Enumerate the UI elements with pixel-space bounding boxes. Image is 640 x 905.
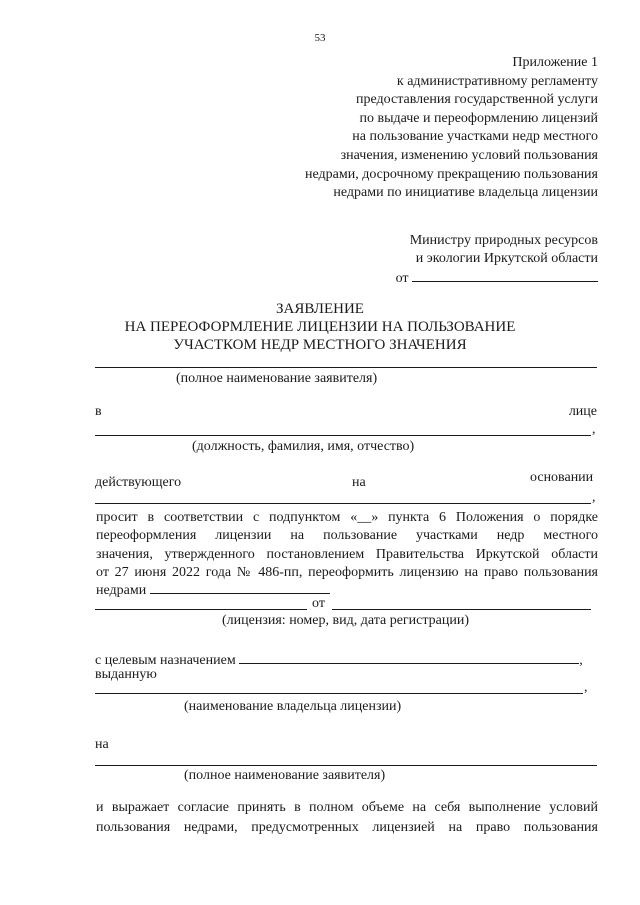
request-paragraph [96,509,598,583]
from-field[interactable] [412,268,598,282]
addressee-line: и экологии Иркутской области [415,251,598,266]
consent-line: и выражает согласие принять в полном объеме на себя выполнение условий [96,800,598,815]
license-date-field[interactable] [332,609,591,610]
applicant-caption: (полное наименование заявителя) [176,371,378,386]
appendix-line: к административному регламенту [396,73,598,89]
person-label: лице [568,404,597,419]
basis-field[interactable] [95,503,591,504]
appendix-line: по выдаче и переоформлению лицензий [359,110,598,126]
subsoil-field[interactable] [150,580,330,594]
purpose-label: с целевым назначением [95,653,236,668]
title-line: ЗАЯВЛЕНИЕ [276,301,364,317]
subsoil-label: недрами [96,583,147,598]
request-line: значения, утвержденного постановлением Правительства Иркутской области [96,546,598,562]
request-line: просит в соответствии с подпунктом «__» пункта 6 Положения о порядке [96,510,598,525]
consent-paragraph [96,798,598,838]
on-label: на [352,475,366,490]
comma: , [579,653,583,668]
request-line: от 27 июня 2022 года № 486-пп, переоформить лицензию на право пользования [96,565,598,581]
from-label: от [395,271,409,286]
subsoil-row [96,580,330,599]
appendix-line: недрами, досрочному прекращению пользования [304,166,598,182]
purpose-field[interactable] [239,650,579,664]
appendix-line: Приложение 1 [512,55,598,70]
owner-caption: (наименование владельца лицензии) [184,699,402,714]
acting-label: действующего [95,475,182,490]
appendix-block [305,54,598,203]
basis-label: основании [530,470,594,485]
appendix-line: недрами по инициативе владельца лицензии [333,185,598,201]
addressee-line: Министру природных ресурсов [409,233,598,248]
appendix-line: значения, изменению условий пользования [340,147,598,163]
license-caption: (лицензия: номер, вид, дата регистрации) [222,613,469,628]
comma: , [592,422,596,437]
purpose-row [95,650,583,669]
title-line: НА ПЕРЕОФОРМЛЕНИЕ ЛИЦЕНЗИИ НА ПОЛЬЗОВАНИЕ [124,319,516,335]
to-label: на [95,737,109,752]
in-label: в [95,404,102,419]
page-number: 53 [314,32,326,44]
issued-label: выданную [95,667,157,682]
appendix-line: предоставления государственной услуги [356,92,598,108]
title-line: УЧАСТКОМ НЕДР МЕСТНОГО ЗНАЧЕНИЯ [173,337,467,353]
comma: , [592,490,596,505]
addressee-block [396,232,598,286]
owner-field[interactable] [95,693,583,694]
consent-line: пользования недрами, предусмотренных лицензией на право пользования [96,820,598,835]
new-applicant-field[interactable] [95,765,597,766]
addressee-from [396,268,598,286]
applicant-name-field[interactable] [95,367,597,368]
applicant-caption-2: (полное наименование заявителя) [184,768,386,783]
in-person-row [95,404,597,420]
comma: , [584,680,588,695]
license-number-field[interactable] [95,609,307,610]
position-field[interactable] [95,435,591,436]
appendix-line: на пользование участками недр местного [352,129,598,145]
request-line: переоформления лицензии на пользование участками недр местного [96,528,598,544]
document-title [0,300,640,354]
license-from-label: от [312,596,325,611]
position-caption: (должность, фамилия, имя, отчество) [192,439,415,454]
